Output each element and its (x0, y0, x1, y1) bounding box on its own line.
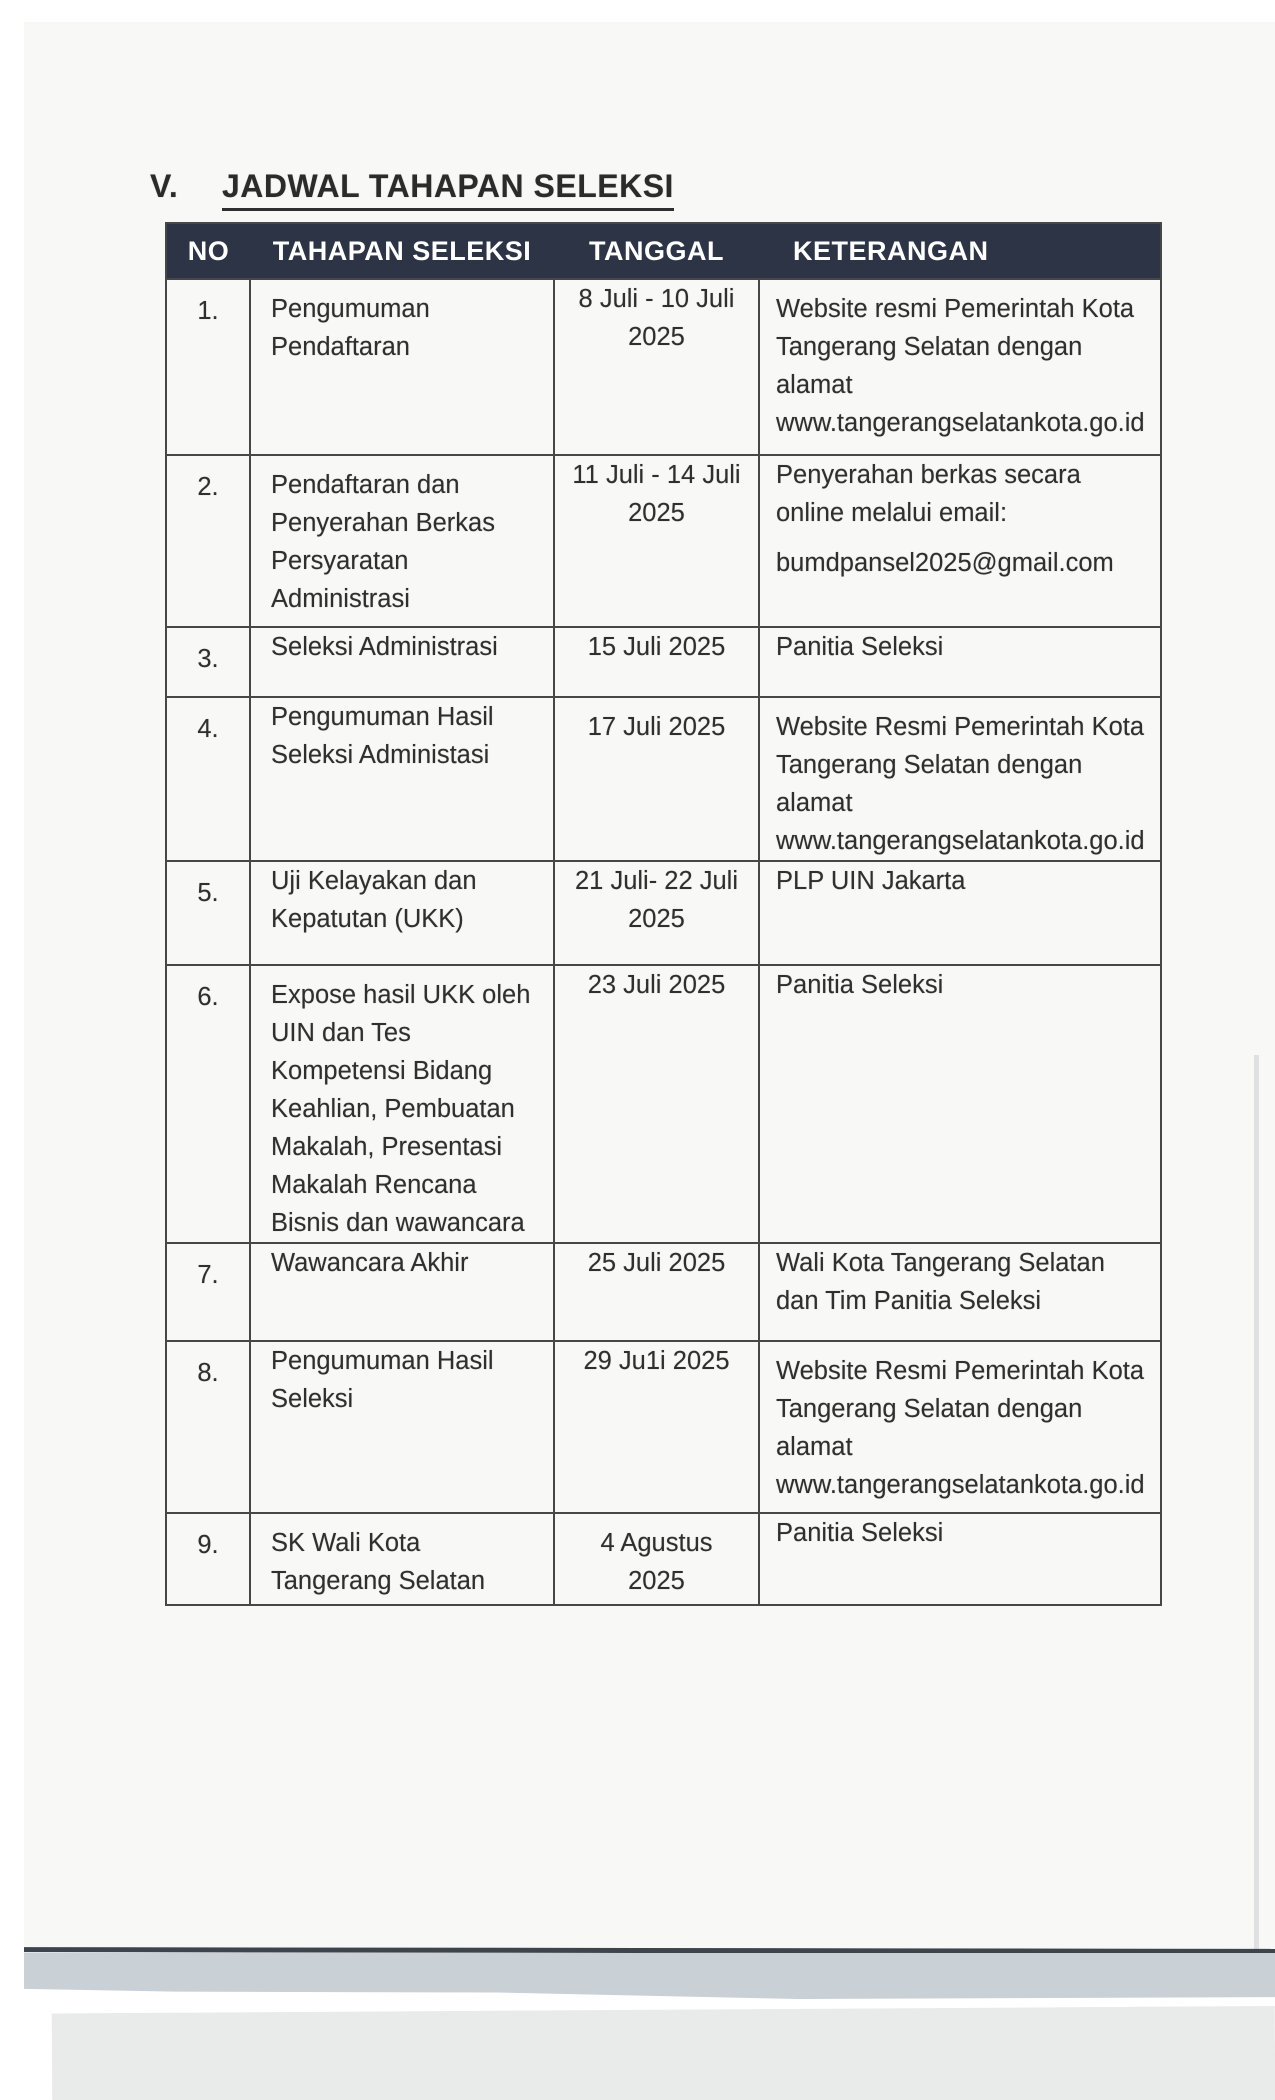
cell-tahapan (250, 697, 554, 861)
table-row (166, 861, 1161, 965)
table-row (166, 279, 1161, 455)
text-line: alamat (776, 789, 853, 817)
cell-no (166, 697, 250, 861)
cell-no (166, 455, 250, 627)
text-line: bumdpansel2025@gmail.com (776, 549, 1114, 577)
table-header-row (166, 223, 1161, 279)
cell-paragraph (776, 862, 1156, 900)
table-row (166, 1341, 1161, 1513)
cell-keterangan (759, 1341, 1161, 1513)
row-number: 2. (197, 473, 219, 501)
text-line: Website resmi Pemerintah Kota (776, 295, 1135, 323)
row-number: 8. (197, 1359, 219, 1387)
text-line: Tangerang Selatan dengan (776, 751, 1083, 779)
text-line: Seleksi (271, 1385, 354, 1413)
table-row (166, 965, 1161, 1243)
cell-paragraph (776, 1514, 1156, 1552)
text-line: 15 Juli 2025 (587, 633, 726, 661)
cell-keterangan (759, 1243, 1161, 1341)
cell-paragraph (271, 698, 549, 774)
cell-paragraph (776, 628, 1156, 666)
scan-below-page-area (52, 2006, 1275, 2100)
text-line: online melalui email: (776, 499, 1008, 527)
text-line: 4 Agustus (600, 1529, 713, 1557)
text-line: 2025 (628, 1567, 685, 1595)
text-line: Makalah, Presentasi (271, 1133, 503, 1161)
cell-paragraph (555, 1342, 758, 1380)
text-line: Pengumuman Hasil (271, 1347, 494, 1375)
cell-keterangan (759, 455, 1161, 627)
cell-paragraph (776, 1244, 1156, 1320)
cell-tahapan (250, 861, 554, 965)
cell-tanggal (554, 697, 759, 861)
cell-paragraph (776, 290, 1156, 442)
cell-no (166, 1513, 250, 1605)
section-heading (150, 168, 674, 211)
text-line: 2025 (628, 905, 685, 933)
text-line: Makalah Rencana (271, 1171, 477, 1199)
cell-paragraph (271, 1342, 549, 1418)
cell-paragraph (555, 1244, 758, 1282)
text-line: 2025 (628, 323, 685, 351)
cell-tahapan (250, 279, 554, 455)
table-row (166, 1513, 1161, 1605)
text-line: Website Resmi Pemerintah Kota (776, 1357, 1145, 1385)
cell-paragraph (776, 708, 1156, 860)
text-line: dan Tim Panitia Seleksi (776, 1287, 1042, 1315)
cell-tanggal (554, 455, 759, 627)
text-line: Website Resmi Pemerintah Kota (776, 713, 1145, 741)
text-line: Pendaftaran (271, 333, 410, 361)
cell-keterangan (759, 279, 1161, 455)
cell-keterangan (759, 1513, 1161, 1605)
text-line: Keahlian, Pembuatan (271, 1095, 515, 1123)
row-number: 4. (197, 715, 219, 743)
text-line: Pengumuman (271, 295, 430, 323)
row-number: 7. (197, 1261, 219, 1289)
scan-bottom-edge-line (24, 1947, 1275, 1954)
cell-paragraph (271, 466, 549, 618)
text-line: www.tangerangselatankota.go.id (776, 409, 1145, 437)
cell-tanggal (554, 1513, 759, 1605)
cell-tanggal (554, 1243, 759, 1341)
text-line: Uji Kelayakan dan (271, 867, 477, 895)
text-line: Kompetensi Bidang (271, 1057, 493, 1085)
text-line: UIN dan Tes (271, 1019, 411, 1047)
cell-paragraph (555, 862, 758, 938)
cell-tanggal (554, 279, 759, 455)
cell-tanggal (554, 627, 759, 697)
table-row (166, 697, 1161, 861)
cell-tanggal (554, 861, 759, 965)
cell-tanggal (554, 1341, 759, 1513)
row-number: 6. (197, 983, 219, 1011)
column-header-tahapan-seleksi: TAHAPAN SELEKSI (250, 223, 554, 279)
text-line: Panitia Seleksi (776, 1519, 944, 1547)
cell-keterangan (759, 965, 1161, 1243)
text-line: Kepatutan (UKK) (271, 905, 464, 933)
cell-keterangan (759, 697, 1161, 861)
cell-no (166, 1243, 250, 1341)
cell-tahapan (250, 1243, 554, 1341)
cell-tahapan (250, 965, 554, 1243)
cell-paragraph (271, 1244, 549, 1282)
text-line: Panitia Seleksi (776, 971, 944, 999)
cell-no (166, 1341, 250, 1513)
text-line: Penyerahan berkas secara (776, 461, 1081, 489)
section-title: JADWAL TAHAPAN SELEKSI (222, 168, 674, 211)
text-line: 21 Juli- 22 Juli (575, 867, 738, 895)
text-line: www.tangerangselatankota.go.id (776, 827, 1145, 855)
cell-no (166, 627, 250, 697)
row-number: 3. (197, 645, 219, 673)
text-line: Pendaftaran dan (271, 471, 460, 499)
cell-tahapan (250, 1341, 554, 1513)
row-number: 5. (197, 879, 219, 907)
cell-paragraph (555, 456, 758, 532)
cell-no (166, 861, 250, 965)
text-line: Seleksi Administrasi (271, 633, 498, 661)
cell-paragraph (271, 1524, 549, 1600)
table-row (166, 1243, 1161, 1341)
text-line: 2025 (628, 499, 685, 527)
text-line: 17 Juli 2025 (587, 713, 726, 741)
text-line: 25 Juli 2025 (587, 1249, 726, 1277)
column-header-keterangan: KETERANGAN (759, 223, 1161, 279)
text-line: www.tangerangselatankota.go.id (776, 1471, 1145, 1499)
row-number: 9. (197, 1531, 219, 1559)
cell-paragraph (555, 628, 758, 666)
cell-paragraph (271, 290, 549, 366)
scan-right-edge-shadow (1254, 1055, 1259, 1950)
cell-no (166, 279, 250, 455)
text-line: 23 Juli 2025 (587, 971, 726, 999)
table-row (166, 455, 1161, 627)
cell-paragraph (271, 628, 549, 666)
text-line: Expose hasil UKK oleh (271, 981, 531, 1009)
text-line: Wali Kota Tangerang Selatan (776, 1249, 1105, 1277)
text-line: 8 Juli - 10 Juli (578, 285, 735, 313)
text-line: Panitia Seleksi (776, 633, 944, 661)
text-line: Tangerang Selatan (271, 1567, 486, 1595)
scan-bottom-shadow-band (24, 1953, 1275, 1999)
text-line: SK Wali Kota (271, 1529, 421, 1557)
table-row (166, 627, 1161, 697)
text-line: Wawancara Akhir (271, 1249, 469, 1277)
text-line: alamat (776, 371, 853, 399)
cell-tahapan (250, 1513, 554, 1605)
text-line: Tangerang Selatan dengan (776, 1395, 1083, 1423)
text-line: Seleksi Administasi (271, 741, 490, 769)
cell-tanggal (554, 965, 759, 1243)
cell-paragraph (555, 280, 758, 356)
cell-tahapan (250, 455, 554, 627)
text-line: Bisnis dan wawancara (271, 1209, 525, 1237)
cell-paragraph (776, 966, 1156, 1004)
cell-keterangan (759, 627, 1161, 697)
text-line: PLP UIN Jakarta (776, 867, 966, 895)
text-line: alamat (776, 1433, 853, 1461)
text-line: Administrasi (271, 585, 410, 613)
schedule-table (165, 222, 1162, 1606)
cell-paragraph (271, 976, 549, 1242)
column-header-no: NO (166, 223, 250, 279)
column-header-tanggal: TANGGAL (554, 223, 759, 279)
text-line: Penyerahan Berkas (271, 509, 495, 537)
row-number: 1. (197, 297, 219, 325)
text-line: 11 Juli - 14 Juli (572, 461, 741, 489)
cell-paragraph (776, 1352, 1156, 1504)
cell-paragraph (776, 544, 1156, 582)
text-line: Persyaratan (271, 547, 409, 575)
cell-paragraph (271, 862, 549, 938)
cell-keterangan (759, 861, 1161, 965)
cell-paragraph (555, 966, 758, 1004)
cell-tahapan (250, 627, 554, 697)
cell-no (166, 965, 250, 1243)
cell-paragraph (776, 456, 1156, 532)
text-line: Tangerang Selatan dengan (776, 333, 1083, 361)
cell-paragraph (555, 708, 758, 746)
text-line: Pengumuman Hasil (271, 703, 494, 731)
cell-paragraph (555, 1524, 758, 1600)
text-line: 29 Ju1i 2025 (583, 1347, 730, 1375)
section-number: V. (150, 168, 179, 204)
